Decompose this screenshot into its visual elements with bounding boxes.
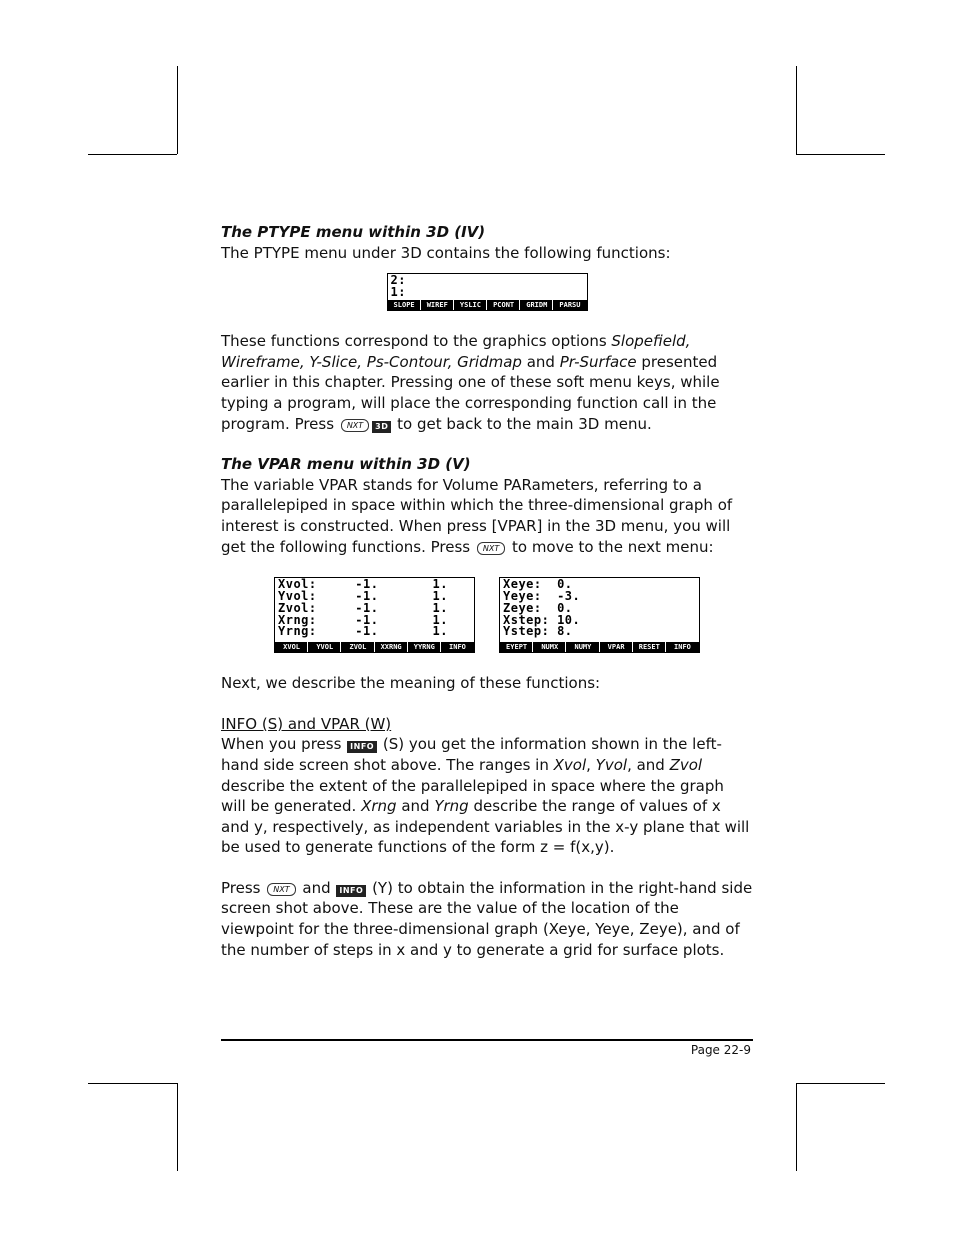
vpar-line: Zeye: 0. <box>503 600 573 615</box>
nxt-key-icon: NXT <box>341 419 369 432</box>
text-run: to move to the next menu: <box>507 537 714 556</box>
soft-menu-bar <box>388 300 587 310</box>
text-run: (S) you get the information shown in the left-hand side screen shot above. The ranges in <box>221 735 722 774</box>
vpar-line: Yvol: -1. 1. <box>278 588 448 603</box>
softkey-info[interactable]: INFO <box>442 642 473 652</box>
vpar-line: Xvol: -1. 1. <box>278 577 448 592</box>
vpar-line: Yeye: -3. <box>503 588 581 603</box>
ptype-intro: The PTYPE menu under 3D contains the following functions: <box>221 243 671 262</box>
vpar-right-calculator-screen <box>499 577 700 653</box>
page-content <box>221 222 753 960</box>
vpar-left-calculator-screen <box>274 577 475 653</box>
softkey-pcont[interactable]: PCONT <box>488 300 520 310</box>
ptype-paragraph <box>221 331 753 434</box>
nxt-key-icon: NXT <box>267 883 295 896</box>
text-run: to get back to the main 3D menu. <box>392 414 652 433</box>
ptype-screen-wrap <box>221 273 753 311</box>
softkey-yyrng[interactable]: YYRNG <box>409 642 441 652</box>
softkey-info-icon: INFO <box>336 885 366 897</box>
ptype-calculator-screen <box>387 273 588 311</box>
vpar-line: Xrng: -1. 1. <box>278 612 448 627</box>
options-italic: Slopefield, Wireframe, Y-Slice, Ps-Contour, Gridmap <box>221 332 691 371</box>
screen-rows <box>275 578 474 638</box>
softkey-gridm[interactable]: GRIDM <box>521 300 553 310</box>
nxt-key-icon: NXT <box>477 542 505 555</box>
var-yvol: Yvol <box>595 755 628 774</box>
softkey-zvol[interactable]: ZVOL <box>342 642 374 652</box>
softkey-info[interactable]: INFO <box>667 642 698 652</box>
crop-mark-top-left-h <box>88 154 177 155</box>
softkey-yslic[interactable]: YSLIC <box>455 300 487 310</box>
stack-line: 1: <box>390 284 406 299</box>
stack-line: 2: <box>390 273 406 288</box>
option-italic: Pr-Surface <box>559 352 637 371</box>
text-run: , and <box>627 755 670 774</box>
text-run: The variable VPAR stands for Volume PARameters, referring to a parallelepiped in space within which the three-dimensional graph of interest is constructed. When press [VPAR] in the 3D menu, you will get the following functions. Press <box>221 475 733 556</box>
text-run: These functions correspond to the graphics options <box>221 332 612 351</box>
soft-menu-bar <box>500 642 699 652</box>
info-paragraph <box>221 734 753 858</box>
softkey-info-icon: INFO <box>347 741 377 753</box>
vpar-line: Xstep: 10. <box>503 612 581 627</box>
ptype-heading: The PTYPE menu within 3D (IV) <box>221 223 486 241</box>
var-zvol: Zvol <box>669 755 703 774</box>
softkey-reset[interactable]: RESET <box>634 642 666 652</box>
text-run: and <box>396 797 435 816</box>
next-text: Next, we describe the meaning of these functions: <box>221 674 601 693</box>
crop-mark-bottom-left-v <box>177 1083 178 1171</box>
press-paragraph <box>221 878 753 960</box>
crop-mark-top-right-v <box>796 66 797 154</box>
vpar-line: Ystep: 8. <box>503 624 573 639</box>
text-run: Press <box>221 878 266 897</box>
vpar-line: Yrng: -1. 1. <box>278 624 448 639</box>
softkey-slope[interactable]: SLOPE <box>389 300 421 310</box>
screen-rows <box>388 274 587 299</box>
text-run: and <box>297 878 336 897</box>
crop-mark-bottom-right-h <box>796 1083 885 1084</box>
var-yrng: Yrng <box>434 797 469 816</box>
vpar-line: Xeye: 0. <box>503 577 573 592</box>
crop-mark-top-right-h <box>796 154 885 155</box>
softkey-eyept[interactable]: EYEPT <box>501 642 533 652</box>
var-xvol: Xvol <box>553 755 587 774</box>
text-run: , <box>586 755 596 774</box>
text-run: presented earlier in this chapter. Pressing one of these soft menu keys, while typing a program, will place the corresponding function call in the program. Press <box>221 352 720 433</box>
softkey-xxrng[interactable]: XXRNG <box>376 642 408 652</box>
crop-mark-bottom-left-h <box>88 1083 177 1084</box>
crop-mark-top-left-v <box>177 66 178 154</box>
softkey-3d-icon: 3D <box>372 421 391 433</box>
vpar-heading: The VPAR menu within 3D (V) <box>221 455 471 474</box>
footer-rule <box>221 1039 753 1041</box>
softkey-numy[interactable]: NUMY <box>567 642 599 652</box>
text-run: When you press <box>221 735 347 754</box>
info-vpar-subheading: INFO (S) and VPAR (W) <box>221 714 392 733</box>
crop-mark-bottom-right-v <box>796 1083 797 1171</box>
page-number: Page 22-9 <box>690 1043 751 1057</box>
text-run: describe the extent of the parallelepiped in space where the graph will be generated. <box>221 776 724 816</box>
vpar-line: Zvol: -1. 1. <box>278 600 448 615</box>
screen-rows <box>500 578 699 638</box>
softkey-xvol[interactable]: XVOL <box>276 642 308 652</box>
softkey-yvol[interactable]: YVOL <box>309 642 341 652</box>
var-xrng: Xrng <box>361 797 397 816</box>
softkey-parsu[interactable]: PARSU <box>554 300 585 310</box>
softkey-numx[interactable]: NUMX <box>534 642 566 652</box>
softkey-vpar[interactable]: VPAR <box>601 642 633 652</box>
text-run: describe the range of values of x and y, respectively, as independent variables in the x-y plane that will be used to generate functions of the form z = f(x,y). <box>221 797 750 857</box>
text-run: and <box>521 352 560 371</box>
soft-menu-bar <box>275 642 474 652</box>
softkey-wiref[interactable]: WIREF <box>422 300 454 310</box>
vpar-paragraph <box>221 475 753 557</box>
vpar-screens-wrap <box>221 577 753 653</box>
text-run: (Y) to obtain the information in the right-hand side screen shot above. These are the value of the location of the viewpoint for the three-dimensional graph (Xeye, Yeye, Zeye), and of the number of steps in x and y to generate a grid for surface plots. <box>221 878 753 959</box>
